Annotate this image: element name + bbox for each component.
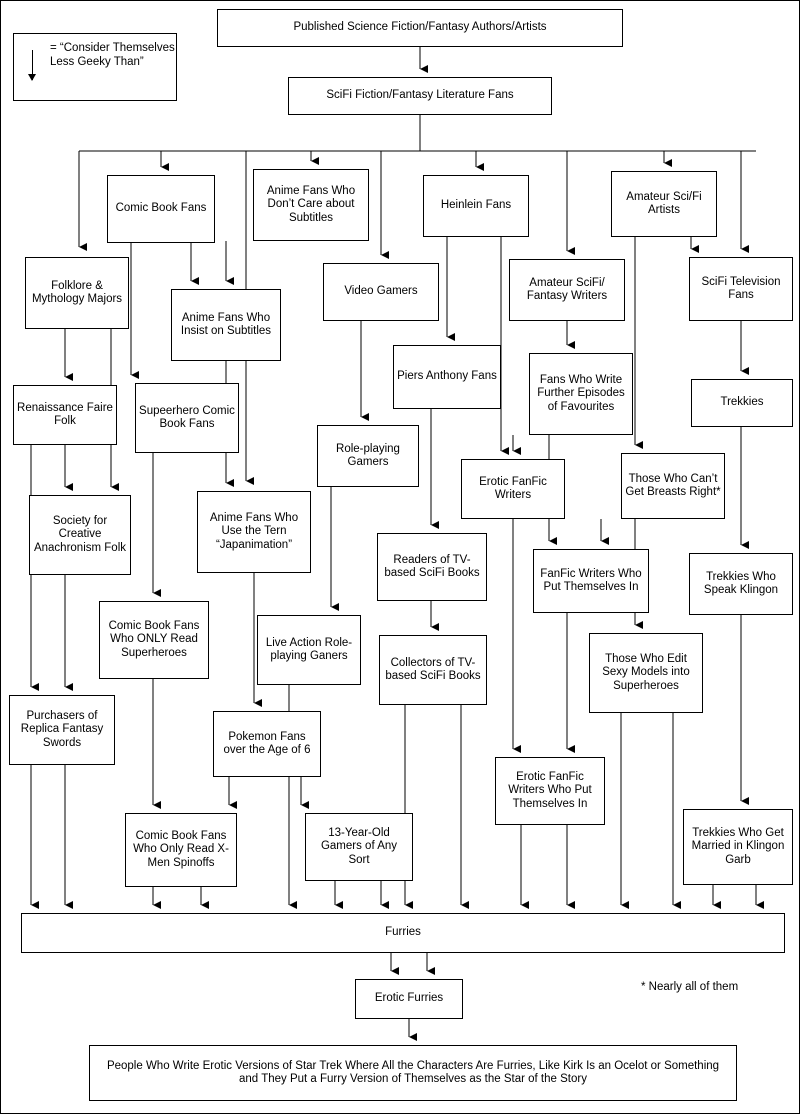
- node-pokemon-over-6[interactable]: [213, 711, 321, 777]
- node-label: SciFi Fiction/Fantasy Literature Fans: [326, 89, 514, 102]
- node-label: Heinlein Fans: [440, 199, 512, 212]
- node-label: Published Science Fiction/Fantasy Authors/Artists: [293, 21, 547, 34]
- node-further-episodes[interactable]: [529, 353, 633, 435]
- node-authors[interactable]: [217, 9, 623, 47]
- node-japanimation[interactable]: [197, 491, 311, 573]
- node-amateur-writers[interactable]: [509, 259, 625, 321]
- node-label: Anime Fans Who Use the Tern “Japanimation”: [209, 511, 299, 551]
- node-amateur-artists[interactable]: [611, 171, 717, 237]
- node-sca-folk[interactable]: [29, 495, 131, 575]
- down-arrow-icon: [32, 50, 33, 80]
- node-role-playing-gamers[interactable]: [317, 425, 419, 487]
- node-label: Fans Who Write Further Episodes of Favourites: [537, 373, 625, 413]
- node-folklore[interactable]: [25, 257, 129, 329]
- node-label: Video Gamers: [344, 285, 418, 298]
- node-label: Furries: [385, 926, 421, 939]
- node-label: Purchasers of Replica Fantasy Swords: [20, 709, 104, 749]
- node-label: 13-Year-Old Gamers of Any Sort: [320, 826, 398, 866]
- node-replica-swords[interactable]: [9, 695, 115, 765]
- node-collectors-tv-books[interactable]: [379, 635, 487, 705]
- node-label: Society for Creative Anachronism Folk: [33, 514, 127, 554]
- node-label: Trekkies: [720, 396, 764, 409]
- node-label: Anime Fans Who Don’t Care about Subtitles: [266, 184, 356, 224]
- node-animenosubs[interactable]: [253, 169, 369, 241]
- node-married-klingon-garb[interactable]: [683, 809, 793, 885]
- node-erotic-fanfic-put-themselves[interactable]: [495, 757, 605, 825]
- node-label: Erotic Furries: [374, 992, 444, 1005]
- node-13-year-old-gamers[interactable]: [305, 813, 413, 881]
- node-label: Comic Book Fans Who Only Read X-Men Spinoffs: [133, 829, 229, 869]
- node-label: Erotic FanFic Writers Who Put Themselves In: [508, 770, 592, 810]
- node-label: People Who Write Erotic Versions of Star Trek Where All the Characters Are Furries, Like Kirk Is an Ocelot or Something and They Put a Furry Version of Themselves as the Star of the Story: [106, 1059, 720, 1085]
- node-piers-anthony[interactable]: [393, 345, 501, 409]
- node-scifi-tv[interactable]: [689, 257, 793, 321]
- node-label: SciFi Television Fans: [701, 275, 781, 301]
- node-sexy-models-superheroes[interactable]: [589, 633, 703, 713]
- node-live-action-roleplaying[interactable]: [257, 615, 361, 685]
- footnote-text: * Nearly all of them: [641, 981, 739, 993]
- node-anime-subs[interactable]: [171, 289, 281, 361]
- node-comicbook[interactable]: [107, 175, 215, 243]
- node-erotic-star-trek-furries[interactable]: [89, 1045, 737, 1101]
- node-only-superheroes[interactable]: [99, 601, 209, 679]
- legend-box: [13, 33, 177, 101]
- node-erotic-fanfic-writers[interactable]: [461, 459, 565, 519]
- node-label: Pokemon Fans over the Age of 6: [223, 730, 311, 756]
- node-label: Piers Anthony Fans: [397, 370, 497, 383]
- node-label: Supeerhero Comic Book Fans: [139, 404, 235, 430]
- node-label: Anime Fans Who Insist on Subtitles: [180, 311, 272, 337]
- node-label: Collectors of TV-based SciFi Books: [385, 656, 481, 682]
- node-xmen-spinoffs[interactable]: [125, 813, 237, 887]
- node-litfans[interactable]: [288, 77, 552, 115]
- node-heinlein[interactable]: [423, 175, 529, 237]
- node-label: FanFic Writers Who Put Themselves In: [540, 567, 642, 593]
- node-label: Trekkies Who Get Married in Klingon Garb: [691, 826, 785, 866]
- node-superhero-comic[interactable]: [135, 383, 239, 453]
- node-label: Trekkies Who Speak Klingon: [703, 570, 779, 596]
- node-erotic-furries[interactable]: [355, 979, 463, 1019]
- node-label: Erotic FanFic Writers: [479, 475, 547, 501]
- node-label: Live Action Role-playing Ganers: [265, 636, 353, 662]
- node-trekkies-klingon[interactable]: [689, 553, 793, 615]
- node-furries[interactable]: [21, 913, 785, 953]
- node-fanfic-put-themselves[interactable]: [533, 549, 649, 613]
- node-label: Readers of TV-based SciFi Books: [384, 553, 480, 579]
- node-label: Comic Book Fans Who ONLY Read Superheroes: [108, 619, 200, 659]
- node-label: Those Who Can’t Get Breasts Right*: [625, 472, 721, 498]
- node-renaissance-faire[interactable]: [13, 385, 117, 445]
- node-label: Role-playing Gamers: [336, 442, 400, 468]
- node-label: Those Who Edit Sexy Models into Superheroes: [602, 652, 690, 692]
- node-label: Renaissance Faire Folk: [17, 401, 113, 427]
- node-label: Amateur Sci/Fi Artists: [626, 190, 702, 216]
- node-video-gamers[interactable]: [323, 263, 439, 321]
- legend-label: = “Consider Themselves Less Geeky Than”: [50, 42, 175, 68]
- node-trekkies[interactable]: [691, 379, 793, 427]
- node-readers-tv-books[interactable]: [377, 533, 487, 601]
- node-breasts-right[interactable]: [621, 453, 725, 519]
- node-label: Amateur SciFi/ Fantasy Writers: [526, 276, 608, 302]
- node-label: Folklore & Mythology Majors: [31, 279, 123, 305]
- node-label: Comic Book Fans: [115, 202, 207, 215]
